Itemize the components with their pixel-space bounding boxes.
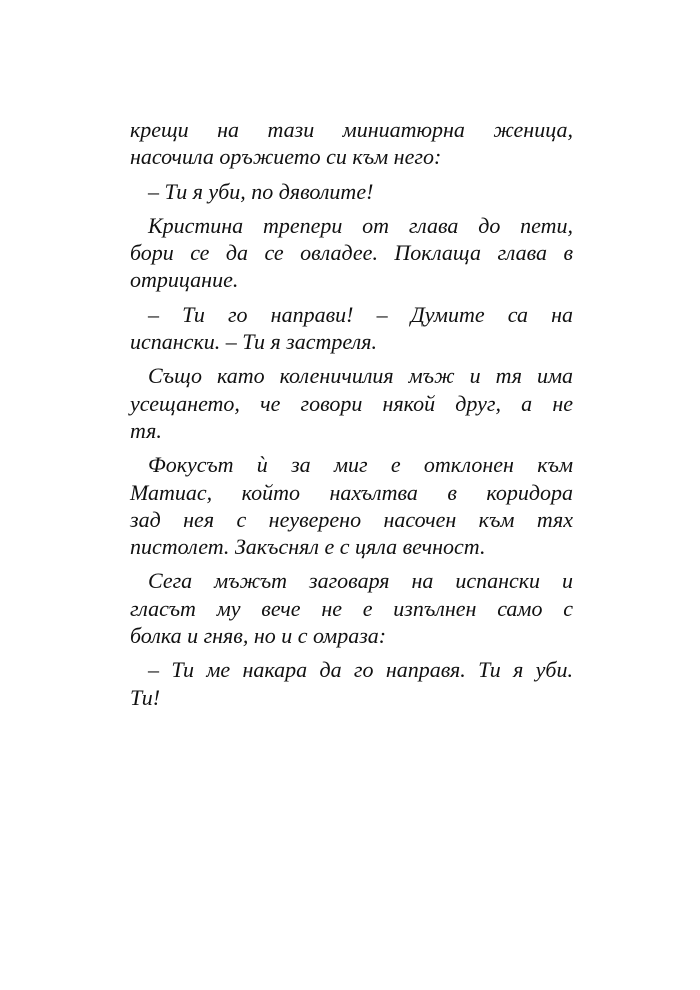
text-line: Ти! — [130, 684, 161, 710]
text-line: Матиас, който нахълтва в коридора — [130, 479, 573, 505]
text-line: тя. — [130, 417, 162, 443]
text-line: Фокусът ѝ за миг е отклонен към — [148, 452, 573, 478]
paragraph-continued — [130, 595, 573, 650]
text-line: Също като коленичилия мъж и тя има — [148, 363, 573, 389]
text-line: болка и гняв, но и с омраза: — [130, 623, 387, 649]
paragraph — [130, 656, 573, 683]
paragraph — [130, 178, 573, 205]
paragraph — [130, 362, 573, 389]
paragraph-continued — [130, 684, 573, 711]
paragraph — [130, 301, 573, 328]
paragraph — [130, 116, 573, 171]
text-line: усещането, че говори някой друг, а не — [130, 390, 573, 416]
dialogue-line: – Ти я уби, по дяволите! — [148, 178, 374, 204]
paragraph-continued — [130, 328, 573, 355]
text-line: Кристина трепери от глава до пети, — [148, 212, 573, 238]
paragraph — [130, 567, 573, 594]
dialogue-line: – Ти го направи! – Думите са на — [148, 301, 573, 327]
text-line: испански. – Ти я застреля. — [130, 329, 377, 355]
text-line: отрицание. — [130, 267, 239, 293]
paragraph — [130, 212, 573, 239]
text-line: насочила оръжието си към него: — [130, 144, 442, 170]
page-body-text — [130, 116, 573, 711]
paragraph — [130, 451, 573, 478]
paragraph-continued — [130, 479, 573, 561]
text-line: гласът му вече не е изпълнен само с — [130, 595, 573, 621]
text-line: пистолет. Закъснял е с цяла вечност. — [130, 534, 486, 560]
paragraph-continued — [130, 239, 573, 294]
text-line: бори се да се овладее. Поклаща глава в — [130, 240, 573, 266]
dialogue-line: – Ти ме накара да го направя. Ти я уби. — [148, 657, 573, 683]
text-line: крещи на тази миниатюрна женица, — [130, 117, 573, 142]
text-line: зад нея с неуверено насочен към тях — [130, 506, 573, 532]
text-line: Сега мъжът заговаря на испански и — [148, 568, 573, 594]
paragraph-continued — [130, 390, 573, 445]
